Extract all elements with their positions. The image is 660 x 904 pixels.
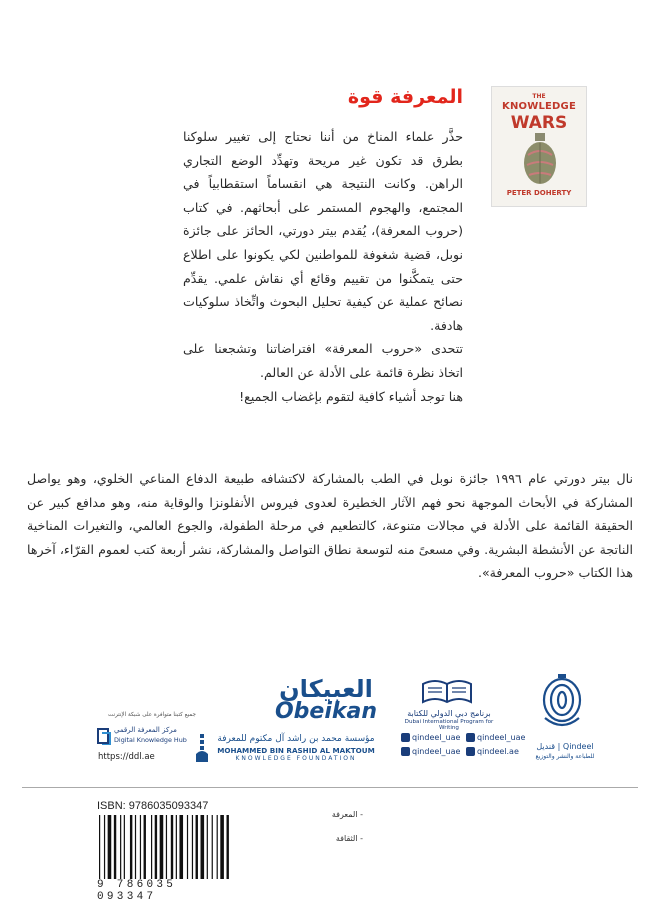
ddl-url-link[interactable]: https://ddl.ae (98, 752, 155, 762)
youtube-icon (401, 747, 410, 756)
qindeel-subcaption: للطباعة والنشر والتوزيع (535, 753, 595, 760)
ddl-arabic: مركز المعرفة الرقمي (114, 726, 177, 734)
barcode-number: 9 786035 093347 (97, 879, 177, 903)
mbr-foundation-english-1: MOHAMMED BIN RASHID AL MAKTOUM (217, 746, 375, 755)
divider (22, 787, 638, 788)
book-cover-small-top: THE (532, 93, 546, 100)
ddl-notice: جميع كتبنا متوافرة على شبكة الإنترنت (108, 712, 196, 718)
isbn-label: ISBN: 9786035093347 (97, 800, 209, 812)
category-item: - الثقافة (335, 834, 363, 843)
page-title: المعرفة قوة (347, 86, 463, 108)
obeikan-logo-english: Obeikan (274, 699, 378, 724)
description-paragraph: تتحدى «حروب المعرفة» افتراضاتنا وتشجعنا على اتخاذ نظرة قائمة على الأدلة عن العالم. (183, 341, 463, 380)
web-icon (466, 747, 475, 756)
obeikan-logo-arabic: العبيكان (279, 675, 373, 703)
social-handle[interactable]: qindeel_uae (401, 747, 460, 756)
book-cover-title-line1: KNOWLEDGE (502, 101, 576, 112)
book-cover-title-line2: WARS (510, 113, 568, 133)
social-handle[interactable]: qindeel_uae (401, 733, 460, 742)
mbr-foundation-icon (194, 734, 210, 762)
book-description (183, 125, 463, 408)
social-handle[interactable]: qindeel_uae (466, 733, 525, 742)
grenade-brain-icon (518, 133, 562, 187)
open-book-icon (419, 676, 475, 706)
book-cover-thumbnail (491, 86, 587, 207)
dubai-program-arabic: برنامج دبي الدولي للكتابة (407, 709, 491, 718)
description-paragraph: هنا توجد أشياء كافية لتقوم بإغضاب الجميع! (239, 388, 463, 404)
twitter-icon (466, 733, 475, 742)
qindeel-lamp-icon (531, 674, 593, 734)
barcode-image (97, 815, 240, 879)
mbr-foundation-arabic: مؤسسة محمد بن راشد آل مكتوم للمعرفة (217, 734, 375, 744)
mbr-foundation-english-2: KNOWLEDGE FOUNDATION (235, 755, 357, 762)
description-paragraph: حذَّر علماء المناخ من أننا نحتاج إلى تغيير سلوكنا بطرق قد تكون غير مريحة وتهدِّد الوضع التجاري الراهن. وكانت النتيجة هي انقساماً استقطابياً في المجتمع، والهجوم المستمر على أبحاثهم. في كتاب (حروب المعرفة)، يُقدم بيتر دورتي، الحائز على جائزة نوبل، قضية شغوفة للمواطنين لكي يكونوا على اطلاع حتى يتمكَّنوا من تقييم وقائع أي نقاش علمي. يقدِّم نصائح عملية عن كيفية تحليل البحوث واتِّخاذ سلوكيات هادفة. (183, 129, 463, 333)
category-item: - المعرفة (331, 810, 363, 819)
qindeel-caption: قنديل | Qindeel (536, 742, 594, 751)
social-handle[interactable]: qindeel.ae (466, 747, 519, 756)
book-cover-author: PETER DOHERTY (506, 189, 572, 197)
author-bio (27, 467, 633, 585)
author-bio-text: نال بيتر دورتي عام ١٩٩٦ جائزة نوبل في الطب بالمشاركة لاكتشافه طبيعة الدفاع المناعي الخلوي، وهو يواصل المشاركة في الأبحاث الموجهة نحو فهم الآثار الخطيرة لعدوى فيروس الأنفلونزا والوقاية منه، وهو مدافع كبير عن الحقيقة القائمة على الأدلة في مجالات متنوعة، كالتطعيم في مرحلة الطفولة، والجوع العالمي، والتغيرات المناخية الناتجة عن الأنشطة البشرية. وفي مسعىً منه لتوسعة نطاق التواصل والمشاركة، نشر أربعة كتب لعموم القرّاء، آخرها هذا الكتاب «حروب المعرفة». (27, 471, 633, 581)
ddl-english: Digital Knowledge Hub (114, 736, 187, 744)
ddl-logo-icon (96, 727, 112, 745)
dubai-program-english: Dubai International Program for Writing (404, 719, 494, 731)
instagram-icon (401, 733, 410, 742)
